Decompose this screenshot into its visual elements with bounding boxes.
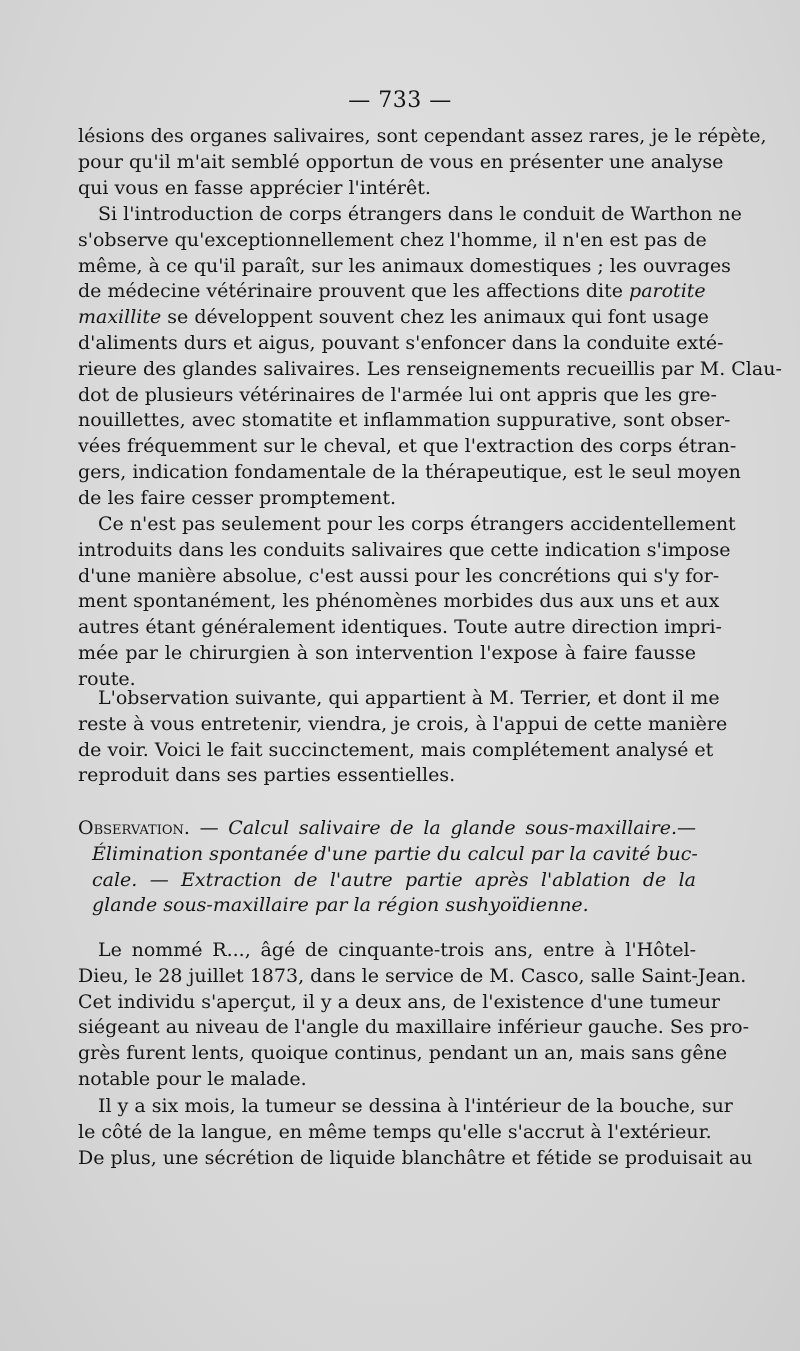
italic-term: parotite <box>629 280 706 303</box>
text-line: même, à ce qu'il paraît, sur les animaux domestiques ; les ouvrages <box>78 254 731 277</box>
text-line: vées fréquemment sur le cheval, et que l'extraction des corps étran- <box>78 435 737 458</box>
text-line: de les faire cesser promptement. <box>78 486 397 509</box>
observation-line: Élimination spontanée d'une partie du calcul par la cavité buc- <box>92 842 698 865</box>
observation-title-line <box>78 816 696 842</box>
text-line: gers, indication fondamentale de la thérapeutique, est le seul moyen <box>78 460 741 483</box>
text-segment: se développent souvent chez les animaux qui font usage <box>167 306 709 329</box>
text-line: Il y a six mois, la tumeur se dessina à l'intérieur de la bouche, sur <box>98 1095 733 1117</box>
observation-dash: — <box>189 817 229 839</box>
paragraph-4 <box>78 686 728 789</box>
observation-heading <box>78 816 696 919</box>
observation-line: cale. — Extraction de l'autre partie après l'ablation de la <box>92 868 696 891</box>
observation-line: glande sous-maxillaire par la région sushyoïdienne. <box>92 894 589 917</box>
text-line: de voir. Voici le fait succinctement, mais complétement analysé et <box>78 738 714 761</box>
italic-term: maxillite <box>78 306 162 329</box>
text-line: d'aliments durs et aigus, pouvant s'enfoncer dans la conduite exté- <box>78 331 724 354</box>
text-line: le côté de la langue, en même temps qu'elle s'accrut à l'extérieur. <box>78 1120 712 1143</box>
text-line: ment spontanément, les phénomènes morbides dus aux uns et aux <box>78 590 720 613</box>
text-line: reste à vous entretenir, viendra, je crois, à l'appui de cette manière <box>78 712 728 735</box>
text-line: nouillettes, avec stomatite et inflammation suppurative, sont obser- <box>78 409 731 432</box>
text-line-with-italic <box>78 305 709 331</box>
text-line: De plus, une sécrétion de liquide blanchâtre et fétide se produisait au <box>78 1146 753 1169</box>
text-line: L'observation suivante, qui appartient à M. Terrier, et dont il me <box>98 687 720 709</box>
paragraph-1 <box>78 124 767 201</box>
text-line: notable pour le malade. <box>78 1067 307 1090</box>
paragraph-6 <box>78 1094 753 1171</box>
text-line: Dieu, le 28 juillet 1873, dans le service de M. Casco, salle Saint-Jean. <box>78 964 747 987</box>
text-line: mée par le chirurgien à son intervention l'expose à faire fausse <box>78 641 696 664</box>
text-line-with-italic <box>78 279 706 305</box>
text-line: pour qu'il m'ait semblé opportun de vous en présenter une analyse <box>78 150 724 173</box>
text-line: introduits dans les conduits salivaires que cette indication s'impose <box>78 538 731 561</box>
observation-label: Observation. <box>78 817 190 839</box>
paragraph-2 <box>78 202 782 512</box>
text-segment: de médecine vétérinaire prouvent que les affections dite <box>78 280 623 303</box>
text-line: s'observe qu'exceptionnellement chez l'homme, il n'en est pas de <box>78 228 707 251</box>
observation-title: Calcul salivaire de la glande sous-maxillaire.— <box>228 817 696 839</box>
text-line: Cet individu s'aperçut, il y a deux ans, de l'existence d'une tumeur <box>78 990 720 1013</box>
text-line: route. <box>78 667 136 690</box>
page-number: — 733 — <box>348 88 452 113</box>
text-line: reproduit dans ses parties essentielles. <box>78 764 456 787</box>
text-line: dot de plusieurs vétérinaires de l'armée lui ont appris que les gre- <box>78 383 717 406</box>
text-line: Ce n'est pas seulement pour les corps étrangers accidentellement <box>98 513 736 535</box>
text-line: grès furent lents, quoique continus, pendant un an, mais sans gêne <box>78 1042 728 1065</box>
text-line: rieure des glandes salivaires. Les renseignements recueillis par M. Clau- <box>78 357 782 380</box>
text-line: qui vous en fasse apprécier l'intérêt. <box>78 176 431 199</box>
text-line: siégeant au niveau de l'angle du maxillaire inférieur gauche. Ses pro- <box>78 1016 749 1039</box>
text-line: d'une manière absolue, c'est aussi pour les concrétions qui s'y for- <box>78 564 720 587</box>
paragraph-5 <box>78 938 749 1093</box>
text-line: lésions des organes salivaires, sont cependant assez rares, je le répète, <box>78 125 767 147</box>
text-line: Si l'introduction de corps étrangers dans le conduit de Warthon ne <box>98 203 742 225</box>
paragraph-3 <box>78 512 736 693</box>
text-line: Le nommé R..., âgé de cinquante-trois ans, entre à l'Hôtel- <box>98 939 696 961</box>
text-line: autres étant généralement identiques. Toute autre direction impri- <box>78 616 722 639</box>
